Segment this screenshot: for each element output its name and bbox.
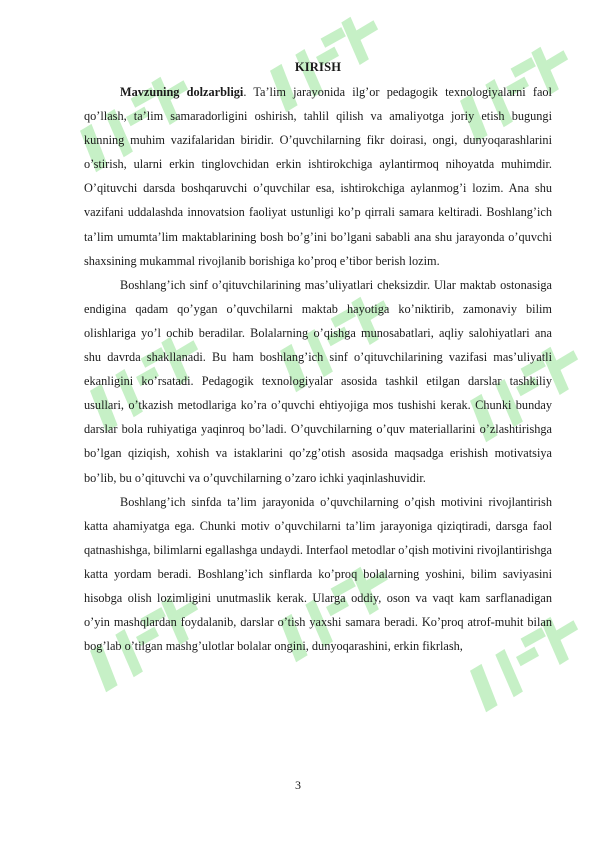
document-page xyxy=(84,58,552,658)
page-number: 3 xyxy=(295,778,301,792)
paragraph-teachers: Boshlang’ich sinf o’qituvchilarining mas’uliyatlari cheksizdir. Ular maktab ostonasiga endigina qadam qo’ygan o’quvchilarni maktab hayotiga ko’niktirib, zamonaviy bilim olishlariga yo’l ochib beradilar. Bolalarning o’qishga munosabatlari, aqliy salohiyatlari ana shu davrda shakllanadi. Bu ham boshlang’ich sinf o’qituvchilarining vazifasi mas’uliyatli ekanligini ko’rsatadi. Pedagogik texnologiyalar asosida tashkil etilgan darslar tashkiliy usullari, o’tkazish metodlariga ko’ra o’quvchi ehtiyojiga mos tushishi kerak. Chunki bunday darslar bola ruhiyatiga yaqinroq bo’ladi. O’quvchilarning o’quv materiallarini o’zlashtirishga bo’lgan qiziqish, xohish va istaklarini qo’zg’otish asosida maqsadga erishish motivatsiya bo’lib, bu o’qituvchi va o’quvchilarning o’zaro ichki yaqinlashuvidir. xyxy=(84,277,552,485)
document-title: KIRISH xyxy=(294,60,342,74)
paragraph-lead: Mavzuning dolzarbligi xyxy=(120,85,244,99)
paragraph-text: . Ta’lim jarayonida ilg’or pedagogik texnologiyalarni faol qo’llash, ta’lim samaradorligini oshirish, tahlil qilish va amaliyotga joriy etish bugungi kunning muhim vazifalaridan biridir. O’quvchilarning fikr doirasi, ongi, dunyoqarashlarini o’stirish, ularni erkin tinglovchidan erkin ishtirokchiga aylantirmoq nihoyatda muhimdir. O’qituvchi darsda boshqaruvchi o’quvchilar esa, ishtirokchiga aylanmog’i lozim. Ana shu vazifani uddalashda innovatsion faoliyat ustunligi ko’p qirrali samara keltiradi. Boshlang’ich ta’lim umumta’lim maktablarining bosh bo’g’ini bo’lgani sababli ana shu jarayonda o’quvchi shaxsining mukammal rivojlanib borishiga ko’proq e’tibor berish lozim. xyxy=(84,85,552,268)
paragraph-relevance xyxy=(84,80,552,273)
paragraph-motivation: Boshlang’ich sinfda ta’lim jarayonida o’quvchilarning o’qish motivini rivojlantirish katta ahamiyatga ega. Chunki motiv o’quvchilarni ta’lim jarayoniga qiziqtiradi, darsga faol qatnashishga, bilimlarni egallashga undaydi. Interfaol metodlar o’qish motivini rivojlantirishga katta yordam beradi. Boshlang’ich sinflarda ko’proq bolalarning yoshini, bilim saviyasini hisobga olish lozimligini unutmaslik kerak. Ularga oddiy, oson va vaqt kam sarflanadigan o’yin mashqlardan foydalanib, darslar o’tish yaxshi samara beradi. Ko’proq atrof-muhit bilan bog’lab o’tilgan mashg’ulotlar bolalar ongini, dunyoqarashini, erkin fikrlash, xyxy=(84,494,552,654)
